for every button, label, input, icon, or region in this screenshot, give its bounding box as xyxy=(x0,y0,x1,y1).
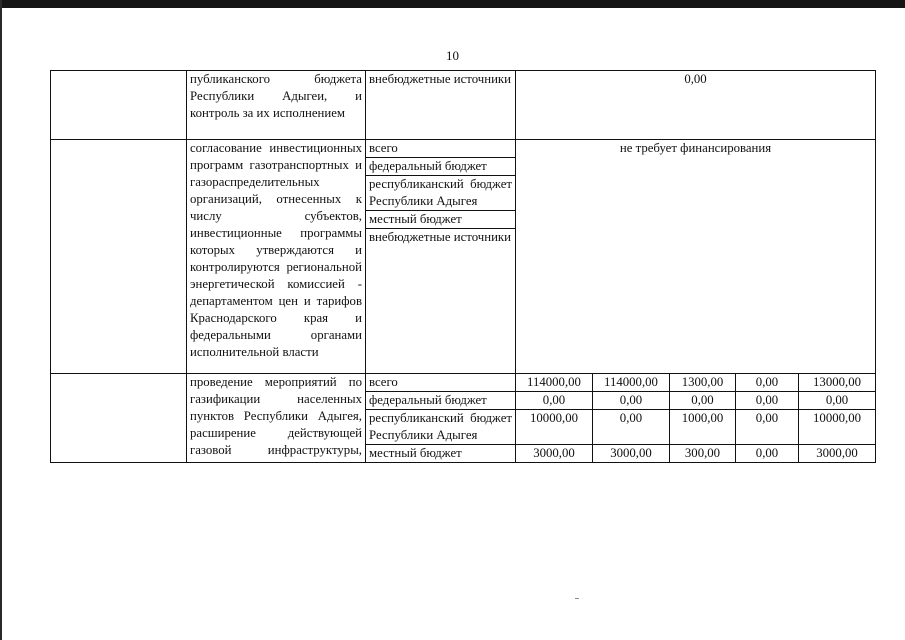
funding-source: местный бюджет xyxy=(366,445,516,463)
value-cell: 3000,00 xyxy=(516,445,593,463)
value-cell: 0,00 xyxy=(516,392,593,410)
value-cell: 0,00 xyxy=(593,410,670,445)
value-cell: 114000,00 xyxy=(593,374,670,392)
page-number: 10 xyxy=(446,48,459,63)
funding-source: внебюджетные источники xyxy=(366,71,516,140)
number-cell xyxy=(51,374,187,463)
table-row xyxy=(51,71,876,140)
funding-source: местный бюджет xyxy=(366,211,516,229)
number-cell xyxy=(51,71,187,140)
value-cell: 0,00 xyxy=(736,410,799,445)
measure-description: согласование инвестиционных программ газотранспортных и газораспределительных организаций, отнесенных к числу субъектов, инвестиционные программы которых утверждаются и контролируются региональной энергетической комиссией - департаментом цен и тарифов Краснодарского края и федеральными органами исполнительной власти xyxy=(187,140,366,374)
value-cell: 0,00 xyxy=(670,392,736,410)
value-cell: 10000,00 xyxy=(516,410,593,445)
scan-border-left xyxy=(0,0,2,640)
table-row xyxy=(51,140,876,158)
funding-source: федеральный бюджет xyxy=(366,158,516,176)
measure-description: публиканского бюджета Республики Адыгеи, и контроль за их исполнением xyxy=(187,71,366,140)
value-cell: 0,00 xyxy=(799,392,876,410)
value-cell: 1000,00 xyxy=(670,410,736,445)
scan-border-top xyxy=(0,0,905,8)
value-cell: 114000,00 xyxy=(516,374,593,392)
program-table xyxy=(50,70,876,463)
number-cell xyxy=(51,140,187,374)
value-cell: 1300,00 xyxy=(670,374,736,392)
value-cell: 3000,00 xyxy=(799,445,876,463)
funding-source: внебюджетные источники xyxy=(366,229,516,374)
funding-source: федеральный бюджет xyxy=(366,392,516,410)
value-cell: 3000,00 xyxy=(593,445,670,463)
table-row xyxy=(51,374,876,392)
funding-source: всего xyxy=(366,374,516,392)
scan-artifact xyxy=(575,598,579,599)
funding-note: не требует финансирования xyxy=(516,140,876,374)
value-cell: 13000,00 xyxy=(799,374,876,392)
funding-source: республиканский бюджет Республики Адыгея xyxy=(366,176,516,211)
value-cell: 0,00 xyxy=(736,392,799,410)
funding-source: республиканский бюджет Республики Адыгея xyxy=(366,410,516,445)
funding-amount: 0,00 xyxy=(516,71,876,140)
value-cell: 0,00 xyxy=(736,445,799,463)
value-cell: 10000,00 xyxy=(799,410,876,445)
value-cell: 300,00 xyxy=(670,445,736,463)
value-cell: 0,00 xyxy=(736,374,799,392)
value-cell: 0,00 xyxy=(593,392,670,410)
funding-source: всего xyxy=(366,140,516,158)
measure-description: проведение мероприятий по газификации населенных пунктов Республики Адыгея, расширение действующей газовой инфраструктуры, xyxy=(187,374,366,463)
